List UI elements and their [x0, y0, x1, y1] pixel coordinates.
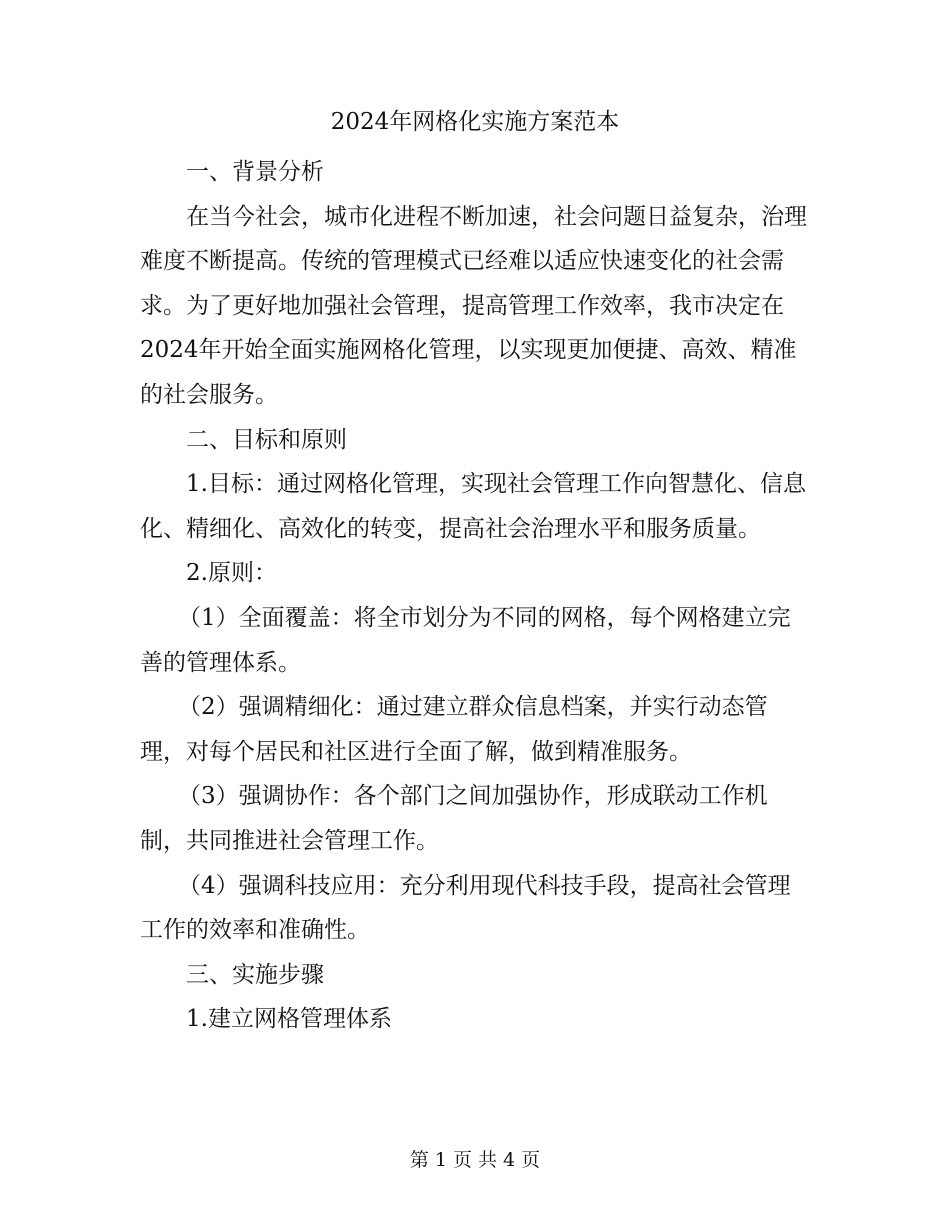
principle-item: （4）强调科技应用：充分利用现代科技手段，提高社会管理工作的效率和准确性。	[140, 872, 791, 944]
principle-item: （2）强调精细化：通过建立群众信息档案，并实行动态管理，对每个居民和社区进行全面了解，做到精准服务。	[140, 694, 768, 765]
section-heading-goals: 二、目标和原则	[186, 426, 347, 453]
principle-item: （3）强调协作：各个部门之间加强协作，形成联动工作机制，共同推进社会管理工作。	[140, 783, 768, 854]
principles-heading: 2.原则：	[186, 560, 277, 587]
background-paragraph: 在当今社会，城市化进程不断加速，社会问题日益复杂，治理难度不断提高。传统的管理模式已经难以适应快速变化的社会需求。为了更好地加强社会管理，提高管理工作效率，我市决定在2024年开始全面实施网格化管理，以实现更加便捷、高效、精准的社会服务。	[140, 203, 807, 408]
document-title: 2024年网格化实施方案范本	[330, 109, 620, 135]
section-heading-background: 一、背景分析	[186, 159, 324, 185]
page-footer: 第 1 页 共 4 页	[409, 1149, 541, 1171]
document-body	[140, 150, 808, 1042]
step-item: 1.建立网格管理体系	[186, 1006, 392, 1033]
goal-paragraph: 1.目标：通过网格化管理，实现社会管理工作向智慧化、信息化、精细化、高效化的转变，提高社会治理水平和服务质量。	[140, 471, 806, 542]
section-heading-steps: 三、实施步骤	[186, 961, 324, 988]
principle-item: （1）全面覆盖：将全市划分为不同的网格，每个网格建立完善的管理体系。	[140, 604, 791, 676]
